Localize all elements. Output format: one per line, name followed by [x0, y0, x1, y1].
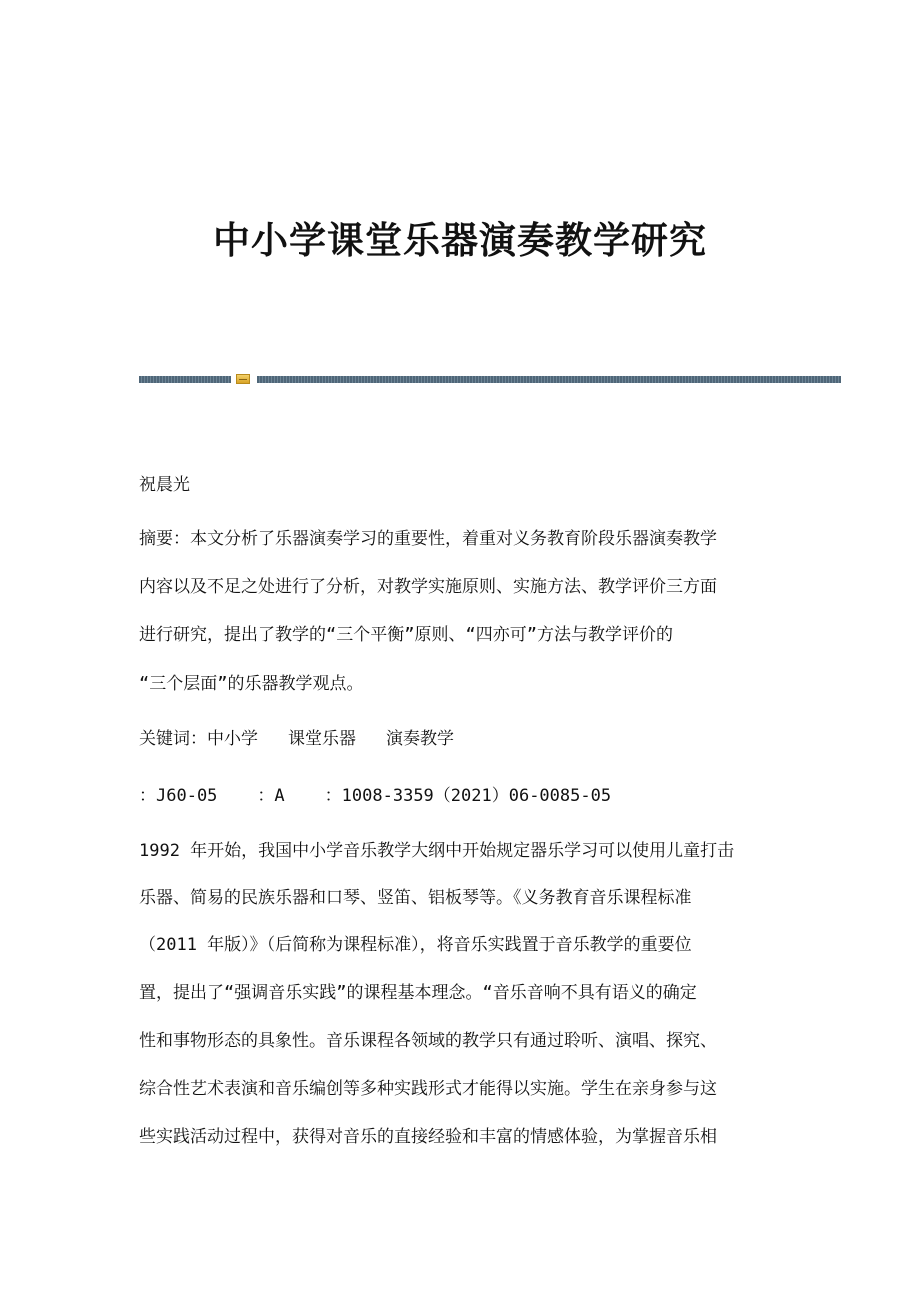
classification — [139, 783, 611, 809]
divider-bar-right — [257, 376, 841, 383]
keyword-item: 演奏教学 — [386, 729, 454, 749]
page-title: 中小学课堂乐器演奏教学研究 — [213, 218, 707, 262]
keyword-item: 课堂乐器 — [288, 729, 356, 749]
body-line: 1992 年开始，我国中小学音乐教学大纲中开始规定器乐学习可以使用儿童打击 — [139, 841, 735, 861]
abstract-line: 内容以及不足之处进行了分析，对教学实施原则、实施方法、教学评价三方面 — [139, 577, 717, 597]
abstract-line: 摘要：本文分析了乐器演奏学习的重要性，着重对义务教育阶段乐器演奏教学 — [139, 529, 717, 549]
keyword-item: 中小学 — [207, 729, 258, 749]
abstract-line: “三个层面”的乐器教学观点。 — [139, 674, 364, 694]
clc-number: ：J60-05 — [139, 786, 218, 806]
keywords-label: 关键词： — [139, 729, 207, 749]
article-number: ：1008-3359（2021）06-0085-05 — [324, 786, 612, 806]
body-line: 些实践活动过程中，获得对音乐的直接经验和丰富的情感体验，为掌握音乐相 — [139, 1127, 717, 1147]
title-divider — [139, 374, 841, 384]
body-line: 性和事物形态的具象性。音乐课程各领域的教学只有通过聆听、演唱、探究、 — [139, 1031, 717, 1051]
body-line: 置，提出了“强调音乐实践”的课程基本理念。“音乐音响不具有语义的确定 — [139, 983, 697, 1003]
keywords — [139, 726, 454, 752]
divider-bar-left — [139, 376, 231, 383]
document-code: ：A — [257, 786, 285, 806]
abstract-line: 进行研究，提出了教学的“三个平衡”原则、“四亦可”方法与教学评价的 — [139, 625, 673, 645]
body-line: 综合性艺术表演和音乐编创等多种实践形式才能得以实施。学生在亲身参与这 — [139, 1079, 717, 1099]
body-line: （2011 年版）》（后简称为课程标准），将音乐实践置于音乐教学的重要位 — [139, 935, 692, 955]
author: 祝晨光 — [139, 475, 190, 495]
body-line: 乐器、简易的民族乐器和口琴、竖笛、铝板琴等。《义务教育音乐课程标准 — [139, 888, 692, 908]
divider-ornament-icon — [236, 374, 250, 384]
